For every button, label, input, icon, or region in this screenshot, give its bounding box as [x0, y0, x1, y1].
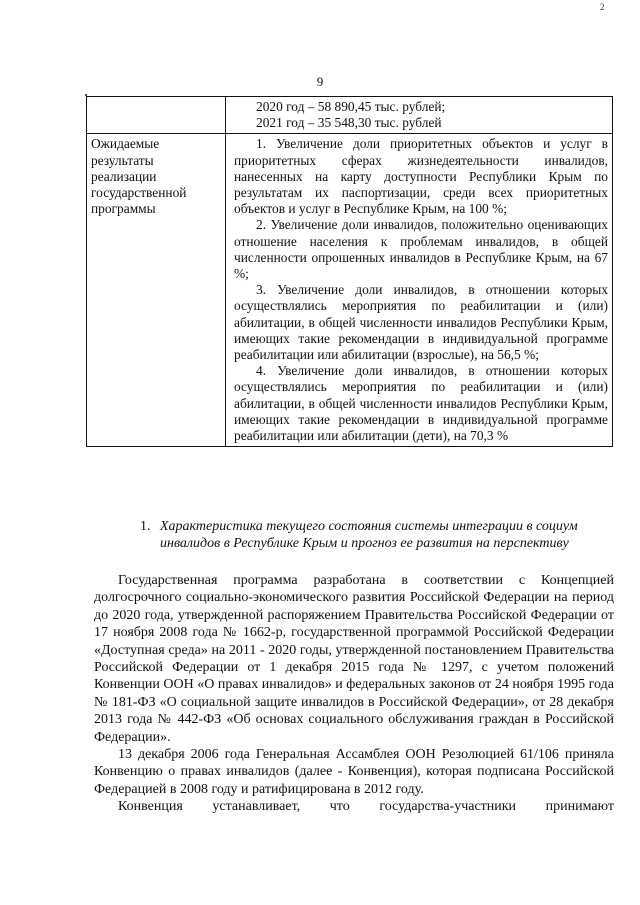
table-row-results	[87, 134, 613, 447]
budget-line-2021: 2021 год – 35 548,30 тыс. рублей	[256, 115, 442, 131]
section-heading	[140, 518, 578, 552]
budget-value-cell	[226, 97, 613, 134]
page-number: 9	[316, 74, 324, 89]
section-number: 1.	[140, 519, 151, 534]
result-item-3: 3. Увеличение доли инвалидов, в отношении которых осуществлялись мероприятия по реабилитации и (или) абилитации, в общей численности инвалидов Республики Крым, имеющих такие рекомендации в индивидуальной программе реабилитации или абилитации (взрослые), на 56,5 %;	[234, 282, 608, 363]
results-value-cell	[226, 134, 613, 447]
results-label-cell	[87, 134, 226, 447]
results-label: Ожидаемые результаты реализации государственной программы	[91, 136, 187, 217]
corner-mark: 2	[600, 2, 605, 12]
section-title-line2: инвалидов в Республике Крым и прогноз ее развития на перспективу	[160, 536, 569, 551]
section-title-line1: Характеристика текущего состояния системы интеграции в социум	[160, 519, 578, 534]
budget-label-cell	[87, 97, 226, 134]
program-table	[86, 96, 613, 447]
body-paragraph-1: Государственная программа разработана в соответствии с Концепцией долгосрочного социально-экономического развития Российской Федерации на период до 2020 года, утвержденной распоряжением Правительства Российской Федерации от 17 ноября 2008 года № 1662-р, государственной программой Российской Федерации «Доступная среда» на 2011 - 2020 годы, утвержденной постановлением Правительства Российской Федерации от 1 декабря 2015 года № 1297, с учетом положений Конвенции ООН «О правах инвалидов» и федеральных законов от 24 ноября 1995 года № 181-ФЗ «О социальной защите инвалидов в Российской Федерации», от 28 декабря 2013 года № 442-ФЗ «Об основах социального обслуживания граждан в Российской Федерации».	[94, 573, 614, 745]
body-text	[94, 572, 614, 816]
body-paragraph-2: 13 декабря 2006 года Генеральная Ассамблея ООН Резолюцией 61/106 приняла Конвенцию о правах инвалидов (далее - Конвенция), которая подписана Российской Федерацией в 2008 году и ратифицирована в 2012 году.	[94, 747, 614, 797]
body-paragraph-3: Конвенция устанавливает, что государства-участники принимают	[118, 799, 614, 815]
budget-line-2020: 2020 год – 58 890,45 тыс. рублей;	[256, 99, 446, 114]
result-item-1: 1. Увеличение доли приоритетных объектов и услуг в приоритетных сферах жизнедеятельности инвалидов, нанесенных на карту доступности Республики Крым по результатам их паспортизации, среди всех приоритетных объектов и услуг в Республике Крым, на 100 %;	[234, 136, 608, 217]
table-row-budget	[87, 97, 613, 134]
result-item-2: 2. Увеличение доли инвалидов, положительно оценивающих отношение населения к проблемам инвалидов, в общей численности опрошенных инвалидов в Республике Крым, на 67 %;	[234, 217, 608, 282]
result-item-4: 4. Увеличение доли инвалидов, в отношении которых осуществлялись мероприятия по реабилитации и (или) абилитации, в общей численности инвалидов Республики Крым, имеющих такие рекомендации в индивидуальной программе реабилитации или абилитации (дети), на 70,3 %	[234, 363, 608, 444]
